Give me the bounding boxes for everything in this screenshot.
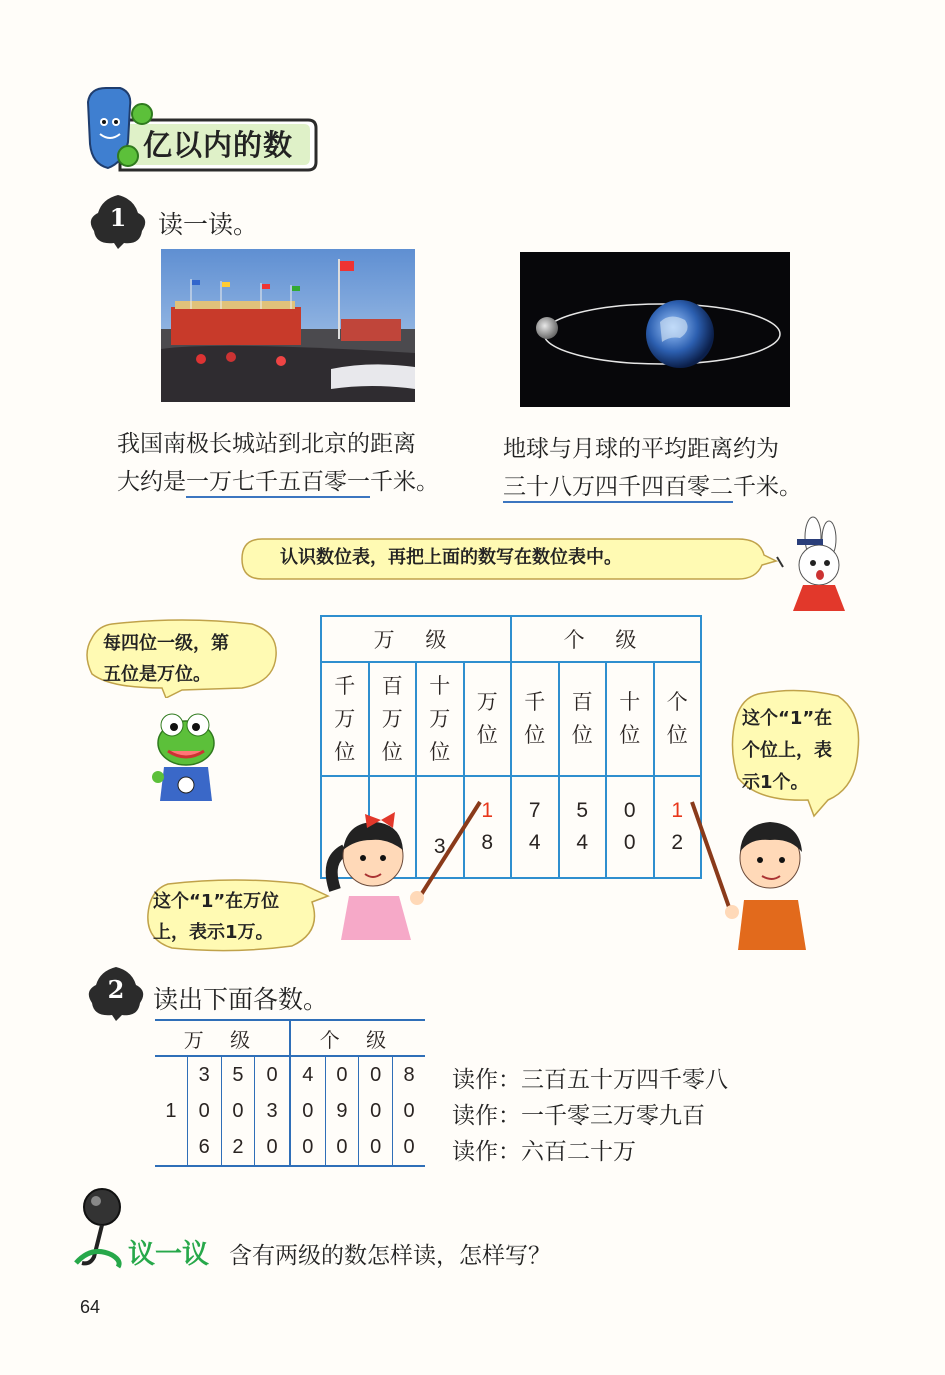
section-title-2: 读出下面各数。 (153, 985, 329, 1014)
rabbit-bubble-text: 认识数位表，再把上面的数写在数位表中。 (280, 547, 622, 568)
caption-earth-moon-line1: 地球与月球的平均距离约为 (503, 436, 779, 462)
highlighted-digit: 1 (671, 799, 684, 822)
wan-level-header: 万 级 (155, 1020, 290, 1056)
wan-level-header: 万 级 (321, 616, 511, 662)
frog-bubble-text: 每四位一级，第 五位是万位。 (103, 633, 229, 685)
underlined-number-words: 三十八万四千四百零二 (503, 474, 733, 503)
boy-bubble-text: 这个“1”在 个位上，表 示1个。 (742, 708, 833, 793)
digit-cell: 0 (255, 1056, 290, 1093)
caption-antarctic-line1: 我国南极长城站到北京的距离 (117, 431, 416, 457)
rabbit-teacher-illustration (775, 515, 845, 615)
boy-character-illustration (690, 800, 830, 950)
digit-cell: 3 (255, 1093, 290, 1129)
digit-cell: 4 (290, 1056, 325, 1093)
microphone-icon (72, 1185, 132, 1270)
digit-cell: 0 (290, 1129, 325, 1166)
position-header: 万 位 (464, 662, 512, 776)
position-header: 十 万 位 (416, 662, 464, 776)
number-reading-table (155, 1019, 425, 1167)
digit-cell: 0 (221, 1093, 255, 1129)
digit-cell: 0 (359, 1056, 393, 1093)
reading-line: 读作：三百五十万四千零八 (452, 1067, 728, 1093)
digit-cell: 0 (290, 1093, 325, 1129)
digit-cell: 0 (359, 1129, 393, 1166)
position-header: 百 位 (559, 662, 607, 776)
caption-earth-moon (503, 430, 802, 506)
digit-cell: 3 (187, 1056, 221, 1093)
digit-cell: 0 (187, 1093, 221, 1129)
caption-antarctic (117, 425, 439, 501)
page-title: 亿以内的数 (143, 128, 294, 162)
caption-earth-moon-line2: 三十八万四千四百零二千米。 (503, 468, 802, 506)
digit-cell: 0 0 (606, 776, 654, 878)
digit-cell: 0 (359, 1093, 393, 1129)
digit-cell: 9 (325, 1093, 359, 1129)
earth-moon-photo (520, 252, 790, 407)
digit-cell: 3 (416, 776, 464, 878)
position-header: 十 位 (606, 662, 654, 776)
position-header: 千 位 (511, 662, 559, 776)
digit-cell: 0 (325, 1056, 359, 1093)
digit-cell: 0 (393, 1129, 426, 1166)
digit-cell: 8 (403, 1063, 415, 1086)
ge-level-header: 个 级 (511, 616, 701, 662)
girl-character-illustration (315, 800, 485, 940)
digit-cell: 7 4 (511, 776, 559, 878)
section-title-1: 读一读。 (158, 210, 259, 239)
digit-cell (155, 1129, 187, 1166)
position-header: 百 万 位 (369, 662, 417, 776)
caption-antarctic-line2: 大约是一万七千五百零一千米。 (117, 463, 439, 501)
digit-cell: 0 (403, 1099, 415, 1122)
antarctic-station-photo (161, 249, 415, 402)
reading-line: 读作：六百二十万 (452, 1139, 636, 1165)
frog-character-illustration (150, 705, 220, 809)
digit-cell: 1 (155, 1093, 187, 1129)
position-header: 千 万 位 (321, 662, 369, 776)
page-number: 64 (80, 1297, 101, 1317)
digit-cell: 0 (325, 1129, 359, 1166)
section-number-1: 1 (109, 203, 127, 232)
digit-cell: 1 2 (654, 776, 702, 878)
ge-level-header: 个 级 (290, 1020, 425, 1056)
digit-cell: 5 (221, 1056, 255, 1093)
section-number-2: 2 (107, 975, 125, 1004)
position-header: 个 位 (654, 662, 702, 776)
girl-bubble-text: 这个“1”在万位 上，表示1万。 (153, 891, 280, 943)
digit-cell: 1 8 (464, 776, 512, 878)
digit-cell (155, 1056, 187, 1093)
discuss-label: 议一议 (128, 1239, 209, 1270)
reading-line: 读作：一千零三万零九百 (452, 1103, 705, 1129)
digit-cell: 0 (255, 1129, 290, 1166)
underlined-number-words: 一万七千五百零一 (186, 469, 370, 498)
digit-cell: 5 4 (559, 776, 607, 878)
digit-cell: 2 (221, 1129, 255, 1166)
highlighted-digit: 1 (481, 799, 494, 822)
digit-cell: 6 (187, 1129, 221, 1166)
discuss-question: 含有两级的数怎样读，怎样写？ (229, 1243, 551, 1269)
